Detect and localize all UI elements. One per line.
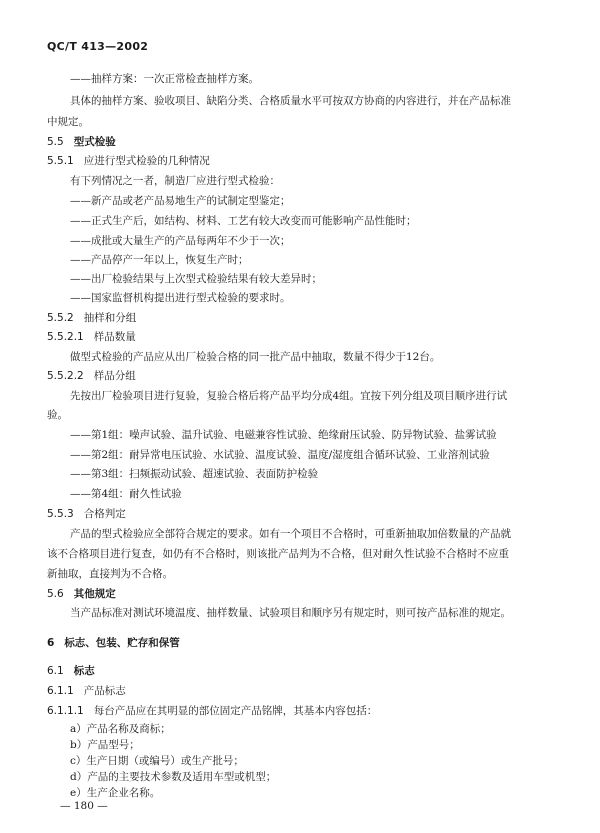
list-item: ——成批或大量生产的产品每两年不少于一次；	[70, 235, 291, 247]
list-item: e）生产企业名称。	[70, 787, 161, 799]
section-title: 产品标志	[83, 685, 126, 697]
text-line: 中规定。	[47, 116, 89, 128]
section-title: 标志、包装、贮存和保管	[64, 637, 180, 649]
subsection-heading	[47, 684, 126, 698]
text-line: 当产品标准对测试环境温度、抽样数量、试验项目和顺序另有规定时，则可按产品标准的规定。	[70, 607, 511, 619]
section-number: 5.5.2.2	[47, 370, 84, 382]
section-title: 样品分组	[93, 370, 136, 382]
list-item: d）产品的主要技术参数及适用车型或机型；	[70, 771, 277, 783]
section-title: 标志	[73, 665, 95, 677]
section-number: 6.1.1	[47, 685, 74, 697]
subsection-heading	[47, 311, 136, 325]
section-number: 5.5.3	[47, 508, 74, 520]
text-line: 验。	[47, 409, 68, 421]
list-item: ——出厂检验结果与上次型式检验结果有较大差异时；	[70, 273, 322, 285]
section-heading	[47, 664, 95, 678]
clause-line	[47, 704, 377, 718]
text-line: 具体的抽样方案、验收项目、缺陷分类、合格质量水平可按双方协商的内容进行，并在产品标准	[70, 95, 511, 107]
section-number: 5.5.1	[47, 155, 74, 167]
section-number: 5.5.2.1	[47, 331, 84, 343]
section-title: 抽样和分组	[83, 312, 137, 324]
text-line: ——抽样方案：一次正常检查抽样方案。	[70, 73, 259, 85]
list-item: ——新产品或老产品易地生产的试制定型鉴定；	[70, 195, 291, 207]
list-item: ——产品停产一年以上，恢复生产时；	[70, 254, 249, 266]
section-number: 6.1.1.1	[47, 705, 84, 717]
list-item: ——第4组：耐久性试验	[70, 488, 182, 500]
list-item: a）产品名称及商标；	[70, 723, 171, 735]
section-number: 6.1	[47, 665, 64, 677]
section-title: 其他规定	[73, 588, 116, 600]
section-number: 5.6	[47, 588, 64, 600]
clause-text: 每台产品应在其明显的部位固定产品铭牌，其基本内容包括：	[93, 705, 378, 717]
subsection-heading	[47, 154, 210, 168]
list-item: ——第1组：噪声试验、温升试验、电磁兼容性试验、绝缘耐压试验、防异物试验、盐雾试验	[70, 429, 497, 441]
list-item: ——正式生产后，如结构、材料、工艺有较大改变而可能影响产品性能时；	[70, 215, 417, 227]
subsection-heading	[47, 369, 136, 383]
section-title: 合格判定	[83, 508, 126, 520]
list-item: b）产品型号；	[70, 739, 140, 751]
section-title: 型式检验	[73, 136, 116, 148]
section-number: 6	[47, 637, 55, 649]
section-heading	[47, 135, 116, 149]
list-item: c）生产日期（或编号）或生产批号；	[70, 755, 244, 767]
subsection-heading	[47, 330, 136, 344]
subsection-heading	[47, 507, 126, 521]
section-number: 5.5.2	[47, 312, 74, 324]
page-number: — 180 —	[60, 800, 108, 812]
text-line: 有下列情况之一者，制造厂应进行型式检验：	[70, 175, 280, 187]
list-item: ——第2组：耐异常电压试验、水试验、温度试验、温度/湿度组合循环试验、工业溶剂试验	[70, 449, 490, 461]
text-line: 该不合格项目进行复查，如仍有不合格时，则该批产品判为不合格，但对耐久性试验不合格时不应重	[47, 548, 509, 560]
text-line: 新抽取，直接判为不合格。	[47, 568, 173, 580]
section-title: 应进行型式检验的几种情况	[83, 155, 210, 167]
section-heading	[47, 587, 116, 601]
list-item: ——国家监督机构提出进行型式检验的要求时。	[70, 292, 291, 304]
section-number: 5.5	[47, 136, 64, 148]
text-line: 产品的型式检验应全部符合规定的要求。如有一个项目不合格时，可重新抽取加倍数量的产品就	[70, 528, 511, 540]
list-item: ——第3组：扫频振动试验、超速试验、表面防护检验	[70, 468, 319, 480]
section-title: 样品数量	[93, 331, 136, 343]
standard-code-header: QC/T 413—2002	[47, 40, 149, 53]
text-line: 做型式检验的产品应从出厂检验合格的同一批产品中抽取，数量不得少于12台。	[70, 351, 441, 363]
chapter-heading	[47, 636, 180, 650]
text-line: 先按出厂检验项目进行复验，复验合格后将产品平均分成4组。宜按下列分组及项目顺序进行试	[70, 390, 508, 402]
